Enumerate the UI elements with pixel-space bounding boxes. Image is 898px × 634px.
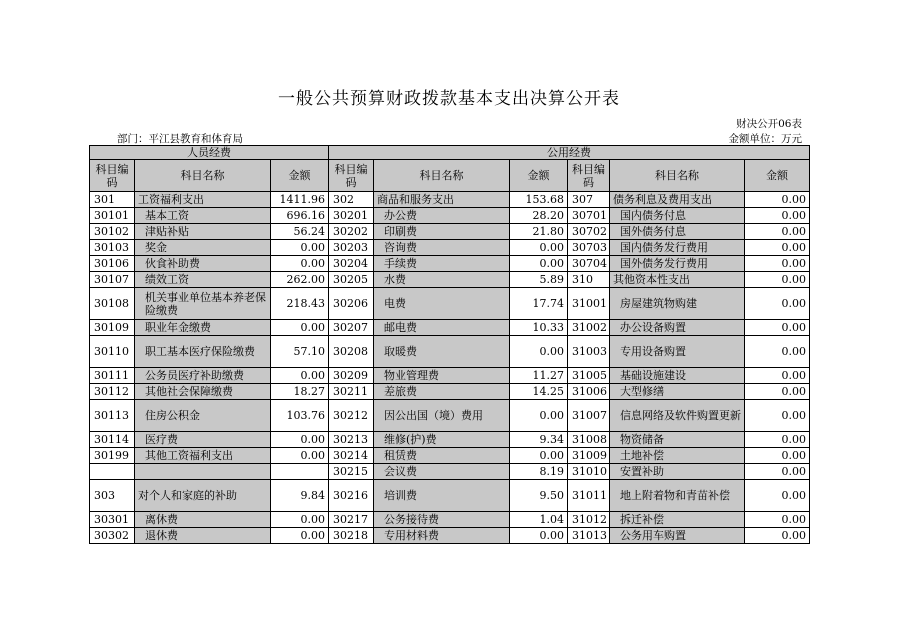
amount-cell: 17.74	[510, 288, 568, 320]
amount-cell: 8.19	[510, 464, 568, 480]
column-header-name: 科目名称	[374, 160, 510, 192]
amount-cell: 0.00	[510, 240, 568, 256]
code-cell: 31005	[568, 368, 610, 384]
code-cell: 30107	[90, 272, 135, 288]
code-cell: 30702	[568, 224, 610, 240]
code-cell: 31011	[568, 480, 610, 512]
amount-cell: 0.00	[745, 400, 810, 432]
amount-cell: 0.00	[510, 528, 568, 544]
code-cell: 30215	[329, 464, 374, 480]
name-cell: 地上附着物和青苗补偿	[610, 480, 745, 512]
amount-cell: 262.00	[271, 272, 329, 288]
column-header-name: 科目名称	[610, 160, 745, 192]
column-header-amount: 金额	[510, 160, 568, 192]
code-cell: 30212	[329, 400, 374, 432]
column-header-amount: 金额	[271, 160, 329, 192]
name-cell: 债务利息及费用支出	[610, 192, 745, 208]
amount-cell: 9.50	[510, 480, 568, 512]
amount-cell: 11.27	[510, 368, 568, 384]
name-cell: 对个人和家庭的补助	[135, 480, 271, 512]
name-cell: 其他社会保障缴费	[135, 384, 271, 400]
name-cell: 水费	[374, 272, 510, 288]
form-number: 财决公开06表	[736, 118, 802, 130]
amount-cell: 0.00	[745, 448, 810, 464]
code-cell: 30106	[90, 256, 135, 272]
public-expense-header: 公用经费	[329, 146, 810, 160]
amount-cell: 56.24	[271, 224, 329, 240]
amount-cell: 218.43	[271, 288, 329, 320]
name-cell: 专用材料费	[374, 528, 510, 544]
name-cell: 基本工资	[135, 208, 271, 224]
name-cell: 维修(护)费	[374, 432, 510, 448]
code-cell: 30209	[329, 368, 374, 384]
amount-cell: 0.00	[271, 512, 329, 528]
amount-cell: 0.00	[271, 368, 329, 384]
amount-cell: 0.00	[745, 288, 810, 320]
name-cell: 安置补助	[610, 464, 745, 480]
name-cell: 专用设备购置	[610, 336, 745, 368]
name-cell: 公务用车购置	[610, 528, 745, 544]
name-cell: 信息网络及软件购置更新	[610, 400, 745, 432]
name-cell: 印刷费	[374, 224, 510, 240]
name-cell: 办公费	[374, 208, 510, 224]
name-cell: 物业管理费	[374, 368, 510, 384]
amount-cell: 0.00	[271, 256, 329, 272]
amount-cell: 1411.96	[271, 192, 329, 208]
code-cell: 31013	[568, 528, 610, 544]
code-cell: 30301	[90, 512, 135, 528]
table-row	[90, 240, 810, 256]
name-cell: 电费	[374, 288, 510, 320]
amount-cell: 153.68	[510, 192, 568, 208]
code-cell: 30203	[329, 240, 374, 256]
table-row	[90, 384, 810, 400]
table-row	[90, 272, 810, 288]
code-cell: 30108	[90, 288, 135, 320]
table-row	[90, 192, 810, 208]
amount-cell: 0.00	[745, 208, 810, 224]
table-row	[90, 288, 810, 320]
amount-cell: 10.33	[510, 320, 568, 336]
amount-cell: 0.00	[745, 432, 810, 448]
amount-cell: 18.27	[271, 384, 329, 400]
name-cell: 咨询费	[374, 240, 510, 256]
name-cell: 机关事业单位基本养老保险缴费	[135, 288, 271, 320]
amount-cell: 103.76	[271, 400, 329, 432]
table-row	[90, 368, 810, 384]
amount-cell: 57.10	[271, 336, 329, 368]
code-cell: 31003	[568, 336, 610, 368]
table-row	[90, 512, 810, 528]
code-cell: 302	[329, 192, 374, 208]
code-cell: 30208	[329, 336, 374, 368]
name-cell: 公务接待费	[374, 512, 510, 528]
code-cell: 30101	[90, 208, 135, 224]
table-row	[90, 400, 810, 432]
code-cell: 30218	[329, 528, 374, 544]
name-cell: 商品和服务支出	[374, 192, 510, 208]
amount-cell: 0.00	[510, 256, 568, 272]
code-cell: 31008	[568, 432, 610, 448]
code-cell: 30201	[329, 208, 374, 224]
table-row	[90, 224, 810, 240]
table-row	[90, 208, 810, 224]
code-cell: 30110	[90, 336, 135, 368]
column-header-code: 科目编码	[568, 160, 610, 192]
table-row	[90, 336, 810, 368]
code-cell: 30205	[329, 272, 374, 288]
code-cell: 30199	[90, 448, 135, 464]
name-cell: 手续费	[374, 256, 510, 272]
amount-cell: 0.00	[745, 384, 810, 400]
code-cell: 30302	[90, 528, 135, 544]
amount-cell: 0.00	[510, 448, 568, 464]
code-cell: 30701	[568, 208, 610, 224]
column-header-name: 科目名称	[135, 160, 271, 192]
amount-cell: 0.00	[271, 528, 329, 544]
name-cell: 取暖费	[374, 336, 510, 368]
amount-cell: 0.00	[745, 464, 810, 480]
code-cell: 30113	[90, 400, 135, 432]
name-cell: 土地补偿	[610, 448, 745, 464]
name-cell: 津贴补贴	[135, 224, 271, 240]
column-header-code: 科目编码	[90, 160, 135, 192]
amount-cell: 0.00	[271, 432, 329, 448]
amount-cell	[271, 464, 329, 480]
table-row	[90, 448, 810, 464]
name-cell: 退休费	[135, 528, 271, 544]
name-cell: 绩效工资	[135, 272, 271, 288]
name-cell: 大型修缮	[610, 384, 745, 400]
amount-cell: 0.00	[745, 528, 810, 544]
name-cell: 奖金	[135, 240, 271, 256]
code-cell: 30211	[329, 384, 374, 400]
column-header-amount: 金额	[745, 160, 810, 192]
name-cell: 培训费	[374, 480, 510, 512]
code-cell: 30202	[329, 224, 374, 240]
name-cell: 工资福利支出	[135, 192, 271, 208]
table-row	[90, 432, 810, 448]
amount-cell: 0.00	[745, 240, 810, 256]
amount-cell: 0.00	[510, 400, 568, 432]
name-cell: 职工基本医疗保险缴费	[135, 336, 271, 368]
code-cell: 30703	[568, 240, 610, 256]
code-cell: 30103	[90, 240, 135, 256]
name-cell: 住房公积金	[135, 400, 271, 432]
code-cell: 30109	[90, 320, 135, 336]
code-cell: 30704	[568, 256, 610, 272]
amount-cell: 0.00	[745, 256, 810, 272]
table-row	[90, 464, 810, 480]
name-cell: 差旅费	[374, 384, 510, 400]
amount-cell: 0.00	[745, 192, 810, 208]
name-cell: 基础设施建设	[610, 368, 745, 384]
name-cell: 国内债务付息	[610, 208, 745, 224]
code-cell: 31007	[568, 400, 610, 432]
table-row	[90, 256, 810, 272]
amount-cell: 0.00	[271, 320, 329, 336]
name-cell: 会议费	[374, 464, 510, 480]
name-cell: 公务员医疗补助缴费	[135, 368, 271, 384]
code-cell: 30102	[90, 224, 135, 240]
amount-cell: 28.20	[510, 208, 568, 224]
name-cell: 职业年金缴费	[135, 320, 271, 336]
code-cell: 30112	[90, 384, 135, 400]
amount-cell: 9.34	[510, 432, 568, 448]
amount-cell: 1.04	[510, 512, 568, 528]
code-cell: 30114	[90, 432, 135, 448]
name-cell: 其他资本性支出	[610, 272, 745, 288]
name-cell: 物资储备	[610, 432, 745, 448]
table-row	[90, 320, 810, 336]
code-cell	[90, 464, 135, 480]
code-cell: 301	[90, 192, 135, 208]
name-cell: 国外债务付息	[610, 224, 745, 240]
amount-cell: 0.00	[745, 368, 810, 384]
code-cell: 31006	[568, 384, 610, 400]
table-row	[90, 480, 810, 512]
page-title: 一般公共预算财政拨款基本支出决算公开表	[278, 89, 620, 109]
code-cell: 30206	[329, 288, 374, 320]
amount-cell: 21.80	[510, 224, 568, 240]
code-cell: 30213	[329, 432, 374, 448]
name-cell: 医疗费	[135, 432, 271, 448]
amount-cell: 0.00	[745, 480, 810, 512]
name-cell	[135, 464, 271, 480]
personnel-expense-header: 人员经费	[90, 146, 329, 160]
code-cell: 31002	[568, 320, 610, 336]
amount-cell: 0.00	[745, 320, 810, 336]
amount-cell: 0.00	[510, 336, 568, 368]
code-cell: 30207	[329, 320, 374, 336]
amount-cell: 0.00	[745, 512, 810, 528]
name-cell: 国内债务发行费用	[610, 240, 745, 256]
amount-unit-label: 金额单位：万元	[728, 133, 802, 145]
amount-cell: 14.25	[510, 384, 568, 400]
code-cell: 30217	[329, 512, 374, 528]
code-cell: 30216	[329, 480, 374, 512]
code-cell: 30204	[329, 256, 374, 272]
code-cell: 303	[90, 480, 135, 512]
name-cell: 因公出国（境）费用	[374, 400, 510, 432]
code-cell: 30111	[90, 368, 135, 384]
name-cell: 拆迁补偿	[610, 512, 745, 528]
name-cell: 伙食补助费	[135, 256, 271, 272]
amount-cell: 9.84	[271, 480, 329, 512]
name-cell: 国外债务发行费用	[610, 256, 745, 272]
table-body	[90, 192, 810, 544]
code-cell: 310	[568, 272, 610, 288]
expenditure-table	[89, 145, 810, 544]
department-label: 部门：平江县教育和体育局	[117, 133, 243, 145]
code-cell: 31009	[568, 448, 610, 464]
amount-cell: 0.00	[271, 448, 329, 464]
code-cell: 31001	[568, 288, 610, 320]
column-header-code: 科目编码	[329, 160, 374, 192]
code-cell: 307	[568, 192, 610, 208]
amount-cell: 0.00	[745, 336, 810, 368]
name-cell: 邮电费	[374, 320, 510, 336]
amount-cell: 0.00	[745, 272, 810, 288]
name-cell: 房屋建筑物购建	[610, 288, 745, 320]
amount-cell: 696.16	[271, 208, 329, 224]
code-cell: 31012	[568, 512, 610, 528]
amount-cell: 5.89	[510, 272, 568, 288]
code-cell: 30214	[329, 448, 374, 464]
amount-cell: 0.00	[745, 224, 810, 240]
name-cell: 离休费	[135, 512, 271, 528]
code-cell: 31010	[568, 464, 610, 480]
name-cell: 其他工资福利支出	[135, 448, 271, 464]
name-cell: 办公设备购置	[610, 320, 745, 336]
table-row	[90, 528, 810, 544]
amount-cell: 0.00	[271, 240, 329, 256]
name-cell: 租赁费	[374, 448, 510, 464]
